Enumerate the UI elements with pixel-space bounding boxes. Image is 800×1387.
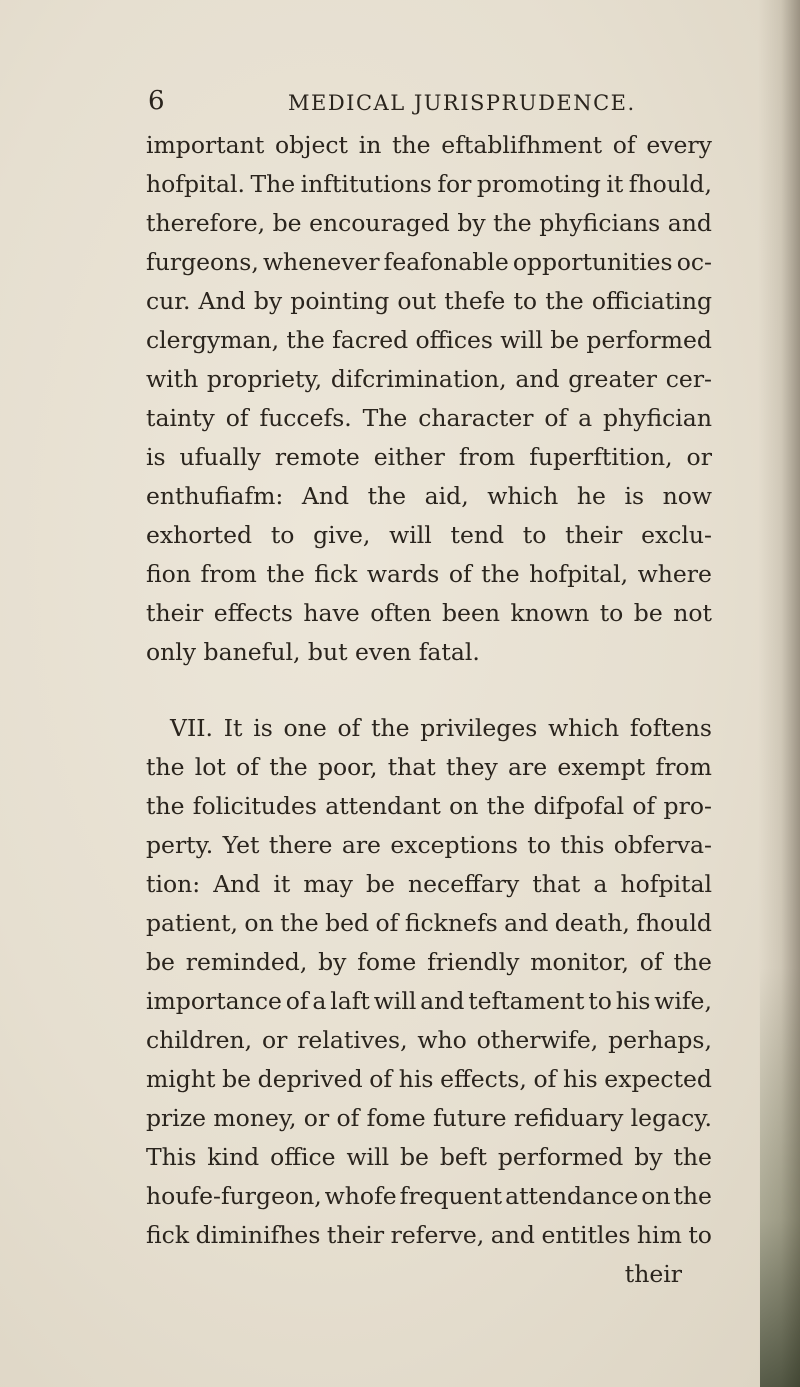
page-header <box>148 86 708 116</box>
text-line: important object in the eftablifhment of every <box>146 131 712 159</box>
text-line: prize money, or of fome future refiduary legacy. <box>146 1104 712 1132</box>
text-line: might be deprived of his effects, of his expected <box>146 1065 712 1093</box>
text-line: cur. And by pointing out thefe to the officiating <box>146 287 712 315</box>
paragraph-gap <box>146 672 712 709</box>
text-line: only baneful, but even fatal. <box>146 638 480 666</box>
body-text <box>146 126 712 1294</box>
text-line: therefore, be encouraged by the phyficians and <box>146 209 712 237</box>
paragraph <box>146 709 712 1255</box>
page-corner-shadow <box>760 967 800 1387</box>
text-line: is ufually remote either from fuperftition, or <box>146 443 712 471</box>
text-line: VII. It is one of the privileges which foftens <box>170 714 712 742</box>
paragraph <box>146 126 712 672</box>
text-line: importance of a laft will and teftament to his wife, <box>146 987 712 1015</box>
text-line: the folicitudes attendant on the difpofal of pro- <box>146 792 712 820</box>
text-line: the lot of the poor, that they are exempt from <box>146 753 712 781</box>
text-line: tion: And it may be neceffary that a hofpital <box>146 870 712 898</box>
text-line: enthufiafm: And the aid, which he is now <box>146 482 712 510</box>
text-line: clergyman, the facred offices will be performed <box>146 326 712 354</box>
text-line: houfe-furgeon, whofe frequent attendance on the <box>146 1182 712 1210</box>
text-line: fion from the fick wards of the hofpital, where <box>146 560 712 588</box>
text-line: patient, on the bed of ficknefs and death, fhould <box>146 909 712 937</box>
text-line: their effects have often been known to be not <box>146 599 712 627</box>
text-line: tainty of fuccefs. The character of a phyfician <box>146 404 712 432</box>
catchword: their <box>624 1260 682 1288</box>
text-line: children, or relatives, who otherwife, perhaps, <box>146 1026 712 1054</box>
text-line: This kind office will be beft performed by the <box>146 1143 712 1171</box>
text-line: furgeons, whenever feafonable opportunities oc- <box>146 248 712 276</box>
text-line: with propriety, difcrimination, and greater cer- <box>146 365 712 393</box>
page-number: 6 <box>148 86 165 116</box>
text-line: hofpital. The inftitutions for promoting it fhould, <box>146 170 712 198</box>
text-line: perty. Yet there are exceptions to this obferva- <box>146 831 712 859</box>
text-line: be reminded, by fome friendly monitor, of the <box>146 948 712 976</box>
text-line: fick diminifhes their referve, and entitles him to <box>146 1221 712 1249</box>
running-head: MEDICAL JURISPRUDENCE. <box>288 91 636 115</box>
text-line: exhorted to give, will tend to their exclu- <box>146 521 712 549</box>
